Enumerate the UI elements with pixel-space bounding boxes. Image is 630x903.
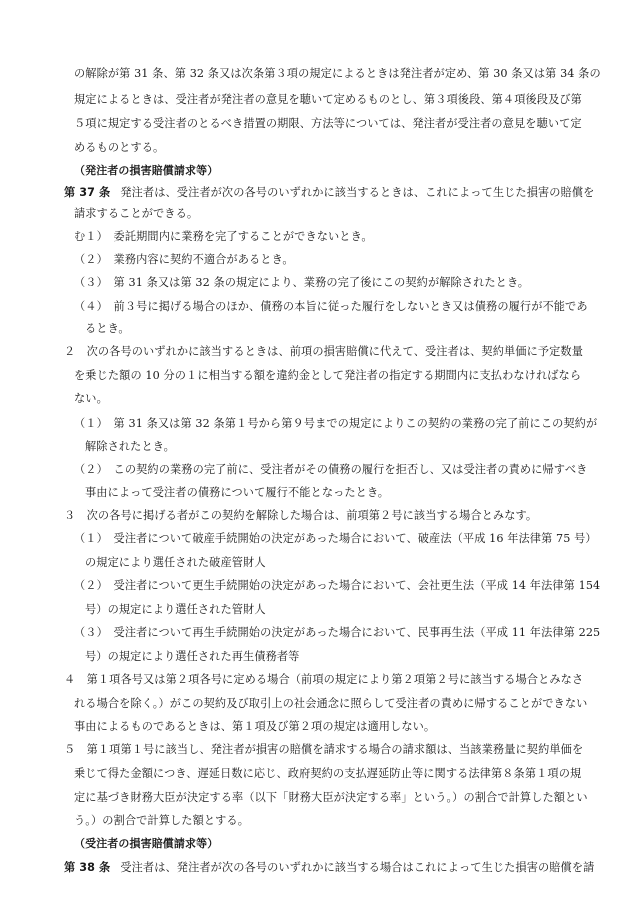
paragraph-line: ３ 次の各号に掲げる者がこの契約を解除した場合は、前項第２号に該当する場合とみなす。 — [64, 509, 538, 522]
list-item: （２） 業務内容に契約不適合があるとき。 — [74, 253, 294, 266]
body-line: れる場合を除く。）がこの契約及び取引上の社会通念に照らして受注者の責めに帰することができない — [74, 697, 588, 710]
article-first-line — [64, 186, 594, 200]
paragraph-line: ２ 次の各号のいずれかに該当するときは、前項の損害賠償に代えて、受注者は、契約単価に予定数量 — [64, 345, 584, 358]
list-item: （３） 第 31 条又は第 32 条の規定により、業務の完了後にこの契約が解除されたとき。 — [74, 276, 530, 289]
list-item-continuation: 号）の規定により選任された管財人 — [85, 603, 266, 616]
list-item-continuation: るとき。 — [85, 322, 130, 335]
list-item: む１） 委託期間内に業務を完了することができないとき。 — [74, 230, 373, 243]
paragraph-line: ４ 第１項各号又は第２項各号に定める場合（前項の規定により第２項第２号に該当する場合とみなさ — [64, 673, 584, 686]
article-text: 発注者は、受注者が次の各号のいずれかに該当するときは、これによって生じた損害の賠償を — [120, 186, 595, 199]
article-number: 第 37 条 — [64, 186, 111, 199]
body-line: 規定によるときは、受注者が発注者の意見を聴いて定めるものとし、第３項後段、第４項後段及び第 — [74, 93, 582, 106]
paragraph-line: ５ 第１項第１号に該当し、発注者が損害の賠償を請求する場合の請求額は、当該業務量に契約単価を — [64, 743, 584, 756]
article-text: 受注者は、発注者が次の各号のいずれかに該当する場合はこれによって生じた損害の賠償を請 — [120, 861, 595, 874]
body-line: 請求することができる。 — [74, 207, 199, 220]
list-item: （１） 第 31 条又は第 32 条第１号から第９号までの規定によりこの契約の業務の完了前にこの契約が — [74, 417, 598, 430]
article-number: 第 38 条 — [64, 861, 111, 874]
list-item-continuation: 事由によって受注者の債務について履行不能となったとき。 — [85, 486, 390, 499]
list-item: （１） 受注者について破産手続開始の決定があった場合において、破産法（平成 16 年法律第 75 号） — [74, 532, 597, 545]
list-item: （３） 受注者について再生手続開始の決定があった場合において、民事再生法（平成 11 年法律第 225 — [74, 626, 601, 639]
body-line: 乗じて得た金額につき、遅延日数に応じ、政府契約の支払遅延防止等に関する法律第８条第１項の規 — [74, 767, 582, 780]
body-line: 事由によるものであるときは、第１項及び第２項の規定は適用しない。 — [74, 720, 436, 733]
section-heading: （受注者の損害賠償請求等） — [74, 837, 219, 850]
body-line: ５項に規定する受注者のとるべき措置の期限、方法等については、発注者が受注者の意見を聴いて定 — [74, 117, 582, 130]
body-line: の解除が第 31 条、第 32 条又は次条第３項の規定によるときは発注者が定め、第 30 条又は第 34 条の — [74, 67, 601, 80]
body-line: 定に基づき財務大臣が決定する率（以下「財務大臣が決定する率」という。）の割合で計算した額とい — [74, 791, 588, 804]
section-heading: （発注者の損害賠償請求等） — [74, 164, 219, 177]
list-item: （２） この契約の業務の完了前に、受注者がその債務の履行を拒否し、又は受注者の責めに帰すべき — [74, 463, 588, 476]
list-item-continuation: 解除されたとき。 — [85, 440, 175, 453]
body-line: を乗じた額の 10 分の１に相当する額を違約金として発注者の指定する期間内に支払わなければなら — [74, 369, 582, 382]
body-line: めるものとする。 — [74, 141, 165, 154]
list-item-continuation: の規定により選任された破産管財人 — [85, 556, 266, 569]
list-item: （２） 受注者について更生手続開始の決定があった場合において、会社更生法（平成 14 年法律第 154 — [74, 579, 601, 592]
list-item-continuation: 号）の規定により選任された再生債務者等 — [85, 650, 300, 663]
article-first-line — [64, 861, 594, 875]
list-item: （４） 前３号に掲げる場合のほか、債務の本旨に従った履行をしないとき又は債務の履行が不能であ — [74, 300, 588, 313]
body-line: ない。 — [74, 392, 108, 405]
body-line: う。）の割合で計算した額とする。 — [74, 814, 250, 827]
